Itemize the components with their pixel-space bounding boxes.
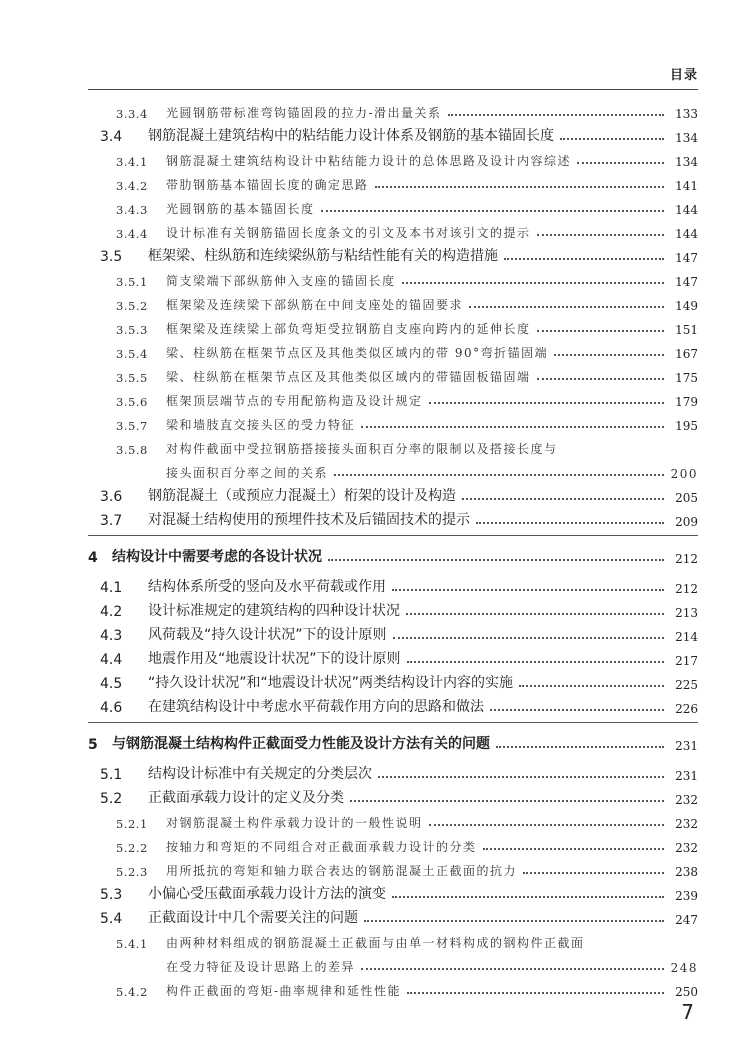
leader-dots (476, 521, 664, 524)
toc-entry-title: 梁和墙肢直交接头区的受力特征 (166, 418, 356, 432)
toc-entry[interactable] (88, 409, 698, 433)
leader-dots (392, 588, 664, 591)
toc-section[interactable] (88, 759, 698, 783)
leader-dots (537, 233, 664, 236)
leader-dots (361, 967, 664, 970)
toc-section[interactable] (88, 879, 698, 903)
toc-entry-page: 232 (675, 817, 698, 831)
leader-dots (469, 305, 664, 308)
toc-entry[interactable] (88, 313, 698, 337)
leader-dots (407, 660, 664, 663)
toc-entry-title: 梁、柱纵筋在框架节点区及其他类似区域内的带锚固板锚固端 (166, 370, 531, 384)
toc-entry-title-continued: 在受力特征及设计思路上的差异 (166, 960, 356, 974)
toc-entry-number: 3.5.5 (116, 371, 148, 385)
toc-entry-page: 200 (670, 467, 698, 481)
toc-entry-page: 214 (675, 630, 698, 644)
toc-entry-number: 5.4.2 (116, 985, 148, 999)
toc-entry-title: 地震作用及“地震设计状况”下的设计原则 (148, 651, 401, 667)
toc-entry-continuation[interactable] (88, 951, 698, 975)
leader-dots (483, 847, 664, 850)
toc-entry-number: 3.4.2 (116, 179, 148, 193)
toc-entry[interactable] (88, 265, 698, 289)
toc-entry-number: 5.2 (100, 791, 123, 807)
page-number: 7 (681, 1000, 694, 1024)
toc-entry-page: 217 (675, 654, 698, 668)
toc-chapter-number: 5 (88, 737, 98, 753)
leader-dots (448, 113, 664, 116)
toc-entry-page: 147 (675, 275, 698, 289)
toc-entry-title: “持久设计状况”和“地震设计状况”两类结构设计内容的实施 (148, 675, 514, 691)
leader-dots (490, 708, 664, 711)
toc-entry-title: 框架顶层端节点的专用配筋构造及设计规定 (166, 394, 423, 408)
leader-dots (519, 684, 664, 687)
toc-entry-number: 5.4.1 (116, 937, 148, 951)
toc-entry-title: 框架梁及连续梁下部纵筋在中间支座处的锚固要求 (166, 298, 464, 312)
toc-entry[interactable] (88, 831, 698, 855)
toc-entry-title: 用所抵抗的弯矩和轴力联合表达的钢筋混凝土正截面的抗力 (166, 864, 518, 878)
toc-entry-number: 4.2 (100, 604, 123, 620)
toc-entry-page: 141 (675, 179, 698, 193)
leader-dots (392, 895, 664, 898)
toc-entry-title: 结构体系所受的竖向及水平荷载或作用 (148, 579, 386, 595)
toc-entry-number: 3.4.4 (116, 227, 148, 241)
leader-dots (537, 329, 664, 332)
toc-chapter[interactable] (88, 727, 698, 753)
toc-entry[interactable] (88, 193, 698, 217)
leader-dots (393, 636, 664, 639)
leader-dots (361, 425, 664, 428)
toc-entry[interactable] (88, 337, 698, 361)
toc-entry-page: 179 (675, 395, 698, 409)
toc-section[interactable] (88, 692, 698, 716)
header-rule (88, 89, 698, 90)
leader-dots (321, 209, 664, 212)
toc-entry-page: 167 (675, 347, 698, 361)
toc-entry[interactable] (88, 217, 698, 241)
leader-dots (378, 775, 664, 778)
leader-dots (577, 161, 664, 164)
toc-entry-continuation[interactable] (88, 457, 698, 481)
toc-entry-title: 对构件截面中受拉钢筋搭接接头面积百分率的限制以及搭接长度与 (166, 442, 558, 456)
toc-entry-title: 结构设计标准中有关规定的分类层次 (148, 766, 372, 782)
leader-dots (462, 497, 664, 500)
toc-entry-title: 钢筋混凝土建筑结构设计中粘结能力设计的总体思路及设计内容综述 (166, 154, 572, 168)
chapter-4-heading-block (88, 535, 698, 566)
toc-entry[interactable] (88, 807, 698, 831)
toc-entry-page: 195 (675, 419, 698, 433)
toc-entry-title: 框架梁、柱纵筋和连续梁纵筋与粘结性能有关的构造措施 (148, 248, 498, 264)
toc-entry-title: 带肋钢筋基本锚固长度的确定思路 (166, 178, 369, 192)
leader-dots (364, 919, 664, 922)
leader-dots (554, 353, 664, 356)
leader-dots (407, 991, 664, 994)
toc-entry-number: 3.5 (100, 249, 123, 265)
toc-section[interactable] (88, 668, 698, 692)
leader-dots (504, 257, 664, 260)
toc-entry-number: 5.1 (100, 767, 123, 783)
toc-entry-page: 250 (675, 985, 698, 999)
toc-entry-page: 231 (675, 769, 698, 783)
toc-entry-number: 3.5.4 (116, 347, 148, 361)
toc-entry-page: 231 (675, 739, 698, 753)
toc-entry-page: 212 (675, 552, 698, 566)
toc-entry-title: 钢筋混凝土（或预应力混凝土）桁架的设计及构造 (148, 488, 456, 504)
toc-entry-number: 4.4 (100, 652, 123, 668)
toc-entry-page: 205 (675, 491, 698, 505)
toc-entry-page: 134 (675, 155, 698, 169)
toc-entry-title: 对钢筋混凝土构件承载力设计的一般性说明 (166, 816, 423, 830)
toc-entry-title: 简支梁端下部纵筋伸入支座的锚固长度 (166, 274, 396, 288)
toc-section[interactable] (88, 505, 698, 529)
leader-dots (328, 558, 664, 561)
toc-entry-page: 134 (675, 131, 698, 145)
toc-chapter-title: 结构设计中需要考虑的各设计状况 (112, 549, 322, 565)
toc-entry-title: 在建筑结构设计中考虑水平荷载作用方向的思路和做法 (148, 699, 484, 715)
toc-entry-page: 144 (675, 227, 698, 241)
leader-dots (402, 281, 664, 284)
leader-dots (375, 185, 664, 188)
toc-section[interactable] (88, 241, 698, 265)
toc-entry-title: 正截面承载力设计的定义及分类 (148, 790, 344, 806)
toc-entry-number: 3.5.3 (116, 323, 148, 337)
toc-entry[interactable] (88, 927, 698, 951)
toc-section[interactable] (88, 121, 698, 145)
toc-section[interactable] (88, 572, 698, 596)
toc-entry-page: 238 (675, 865, 698, 879)
toc-entry[interactable] (88, 855, 698, 879)
toc-entry-title: 对混凝土结构使用的预埋件技术及后锚固技术的提示 (148, 512, 470, 528)
toc-entry-number: 5.2.2 (116, 841, 148, 855)
toc-entry-page: 226 (675, 702, 698, 716)
toc-entry-number: 3.7 (100, 513, 123, 529)
toc-entry[interactable] (88, 975, 698, 999)
toc-entry-title: 光圆钢筋的基本锚固长度 (166, 202, 315, 216)
table-of-contents (88, 97, 698, 999)
leader-dots (334, 473, 664, 476)
toc-entry-page: 232 (675, 793, 698, 807)
running-head-title: 目录 (669, 68, 698, 83)
leader-dots (560, 137, 664, 140)
toc-entry-number: 3.5.6 (116, 395, 148, 409)
toc-entry-number: 4.1 (100, 580, 123, 596)
toc-chapter-title: 与钢筋混凝土结构构件正截面受力性能及设计方法有关的问题 (112, 736, 490, 752)
toc-entry-number: 4.3 (100, 628, 123, 644)
toc-entry-title-continued: 接头面积百分率之间的关系 (166, 466, 329, 480)
toc-entry-page: 144 (675, 203, 698, 217)
toc-section[interactable] (88, 620, 698, 644)
toc-entry-number: 3.4.3 (116, 203, 148, 217)
toc-entry-number: 3.6 (100, 489, 123, 505)
toc-section[interactable] (88, 481, 698, 505)
toc-entry-number: 3.3.4 (116, 107, 148, 121)
toc-section[interactable] (88, 596, 698, 620)
toc-entry-title: 设计标准有关钢筋锚固长度条文的引文及本书对该引文的提示 (166, 226, 531, 240)
toc-entry-page: 247 (675, 913, 698, 927)
toc-entry-number: 3.5.8 (116, 443, 148, 457)
toc-entry-number: 4.6 (100, 700, 123, 716)
toc-entry-number: 5.2.3 (116, 865, 148, 879)
toc-entry-title: 设计标准规定的建筑结构的四种设计状况 (148, 603, 400, 619)
toc-entry-page: 232 (675, 841, 698, 855)
toc-entry-title: 光圆钢筋带标准弯钩锚固段的拉力-滑出量关系 (166, 106, 442, 120)
toc-chapter-number: 4 (88, 550, 98, 566)
leader-dots (350, 799, 664, 802)
toc-entry-number: 3.4 (100, 129, 123, 145)
leader-dots (523, 871, 664, 874)
leader-dots (429, 823, 664, 826)
toc-entry-title: 框架梁及连续梁上部负弯矩受拉钢筋自支座向跨内的延伸长度 (166, 322, 531, 336)
toc-section[interactable] (88, 903, 698, 927)
toc-entry-title: 构件正截面的弯矩-曲率规律和延性性能 (166, 984, 402, 998)
leader-dots (496, 745, 664, 748)
leader-dots (537, 377, 664, 380)
toc-entry-page: 175 (675, 371, 698, 385)
toc-entry[interactable] (88, 361, 698, 385)
toc-entry-page: 209 (675, 515, 698, 529)
toc-entry-page: 213 (675, 606, 698, 620)
toc-entry-title: 由两种材料组成的钢筋混凝土正截面与由单一材料构成的钢构件正截面 (166, 936, 585, 950)
leader-dots (406, 612, 664, 615)
toc-section[interactable] (88, 644, 698, 668)
toc-entry-page: 133 (675, 107, 698, 121)
toc-entry-title: 小偏心受压截面承载力设计方法的演变 (148, 886, 386, 902)
toc-entry[interactable] (88, 97, 698, 121)
toc-entry[interactable] (88, 169, 698, 193)
toc-entry-page: 212 (675, 582, 698, 596)
toc-entry[interactable] (88, 433, 698, 457)
toc-entry-number: 5.4 (100, 911, 123, 927)
toc-entry-number: 3.5.1 (116, 275, 148, 289)
chapter-5-heading-block (88, 722, 698, 753)
toc-entry-title: 钢筋混凝土建筑结构中的粘结能力设计体系及钢筋的基本锚固长度 (148, 128, 554, 144)
toc-entry[interactable] (88, 145, 698, 169)
toc-entry-page: 149 (675, 299, 698, 313)
toc-entry-number: 5.2.1 (116, 817, 148, 831)
toc-chapter[interactable] (88, 540, 698, 566)
toc-entry-title: 正截面设计中几个需要关注的问题 (148, 910, 358, 926)
leader-dots (429, 401, 664, 404)
toc-entry-page: 248 (670, 961, 698, 975)
toc-entry-page: 151 (675, 323, 698, 337)
toc-entry-number: 4.5 (100, 676, 123, 692)
toc-entry[interactable] (88, 385, 698, 409)
toc-entry-title: 风荷载及“持久设计状况”下的设计原则 (148, 627, 387, 643)
toc-entry-page: 225 (675, 678, 698, 692)
toc-entry-page: 147 (675, 251, 698, 265)
toc-entry-number: 3.5.2 (116, 299, 148, 313)
toc-entry[interactable] (88, 289, 698, 313)
toc-entry-title: 按轴力和弯矩的不同组合对正截面承载力设计的分类 (166, 840, 477, 854)
toc-entry-title: 梁、柱纵筋在框架节点区及其他类似区域内的带 90°弯折锚固端 (166, 346, 549, 360)
toc-entry-number: 3.4.1 (116, 155, 148, 169)
toc-section[interactable] (88, 783, 698, 807)
toc-entry-page: 239 (675, 889, 698, 903)
toc-entry-number: 3.5.7 (116, 419, 148, 433)
toc-entry-number: 5.3 (100, 887, 123, 903)
